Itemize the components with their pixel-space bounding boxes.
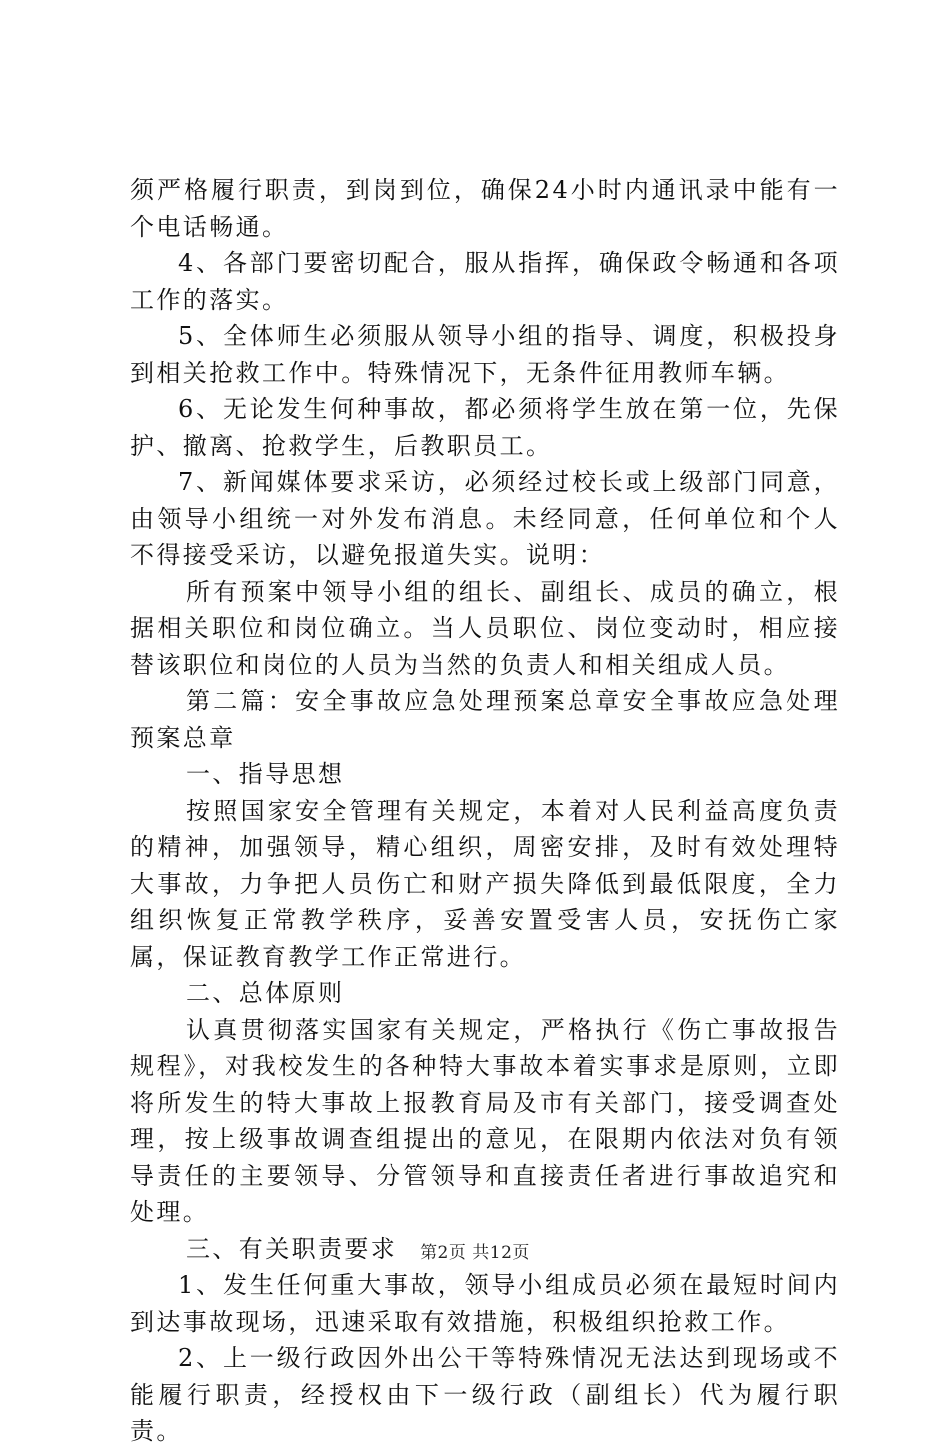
section-heading-duties: 三、有关职责要求 [186, 1234, 398, 1263]
paragraph-item-7: 7、新闻媒体要求采访，必须经过校长或上级部门同意，由领导小组统一对外发布消息。未经同意，任何单位和个人不得接受采访，以避免报道失实。说明： [130, 468, 840, 569]
page-number-footer: 第2页 共12页 [420, 1243, 530, 1263]
paragraph-principles: 认真贯彻落实国家有关规定，严格执行《伤亡事故报告规程》，对我校发生的各种特大事故本着实事求是原则，立即将所发生的特大事故上报教育局及市有关部门，接受调查处理，按上级事故调查组提出的意见，在限期内依法对负有领导责任的主要领导、分管领导和直接责任者进行事故追究和处理。 [130, 1015, 840, 1226]
paragraph-item-6: 6、无论发生何种事故，都必须将学生放在第一位，先保护、撤离、抢救学生，后教职员工。 [130, 395, 840, 460]
paragraph-duty-1: 1、发生任何重大事故，领导小组成员必须在最短时间内到达事故现场，迅速采取有效措施，积极组织抢救工作。 [130, 1271, 840, 1336]
section-heading-principles: 二、总体原则 [186, 979, 345, 1007]
paragraph-item-5: 5、全体师生必须服从领导小组的指导、调度，积极投身到相关抢救工作中。特殊情况下，无条件征用教师车辆。 [130, 322, 840, 387]
paragraph-item-4: 4、各部门要密切配合，服从指挥，确保政令畅通和各项工作的落实。 [130, 249, 840, 314]
chapter-title: 第二篇：安全事故应急处理预案总章安全事故应急处理预案总章 [130, 687, 840, 752]
section-heading-guiding-thought: 一、指导思想 [186, 760, 345, 788]
paragraph-guiding-thought: 按照国家安全管理有关规定，本着对人民利益高度负责的精神，加强领导，精心组织，周密安排，及时有效处理特大事故，力争把人员伤亡和财产损失降低到最低限度，全力组织恢复正常教学秩序，妥善安置受害人员，安抚伤亡家属，保证教育教学工作正常进行。 [130, 796, 840, 971]
paragraph-note: 所有预案中领导小组的组长、副组长、成员的确立，根据相关职位和岗位确立。当人员职位、岗位变动时，相应接替该职位和岗位的人员为当然的负责人和相关组成人员。 [130, 577, 840, 679]
paragraph-continuation: 须严格履行职责，到岗到位，确保24小时内通讯录中能有一个电话畅通。 [130, 176, 840, 241]
paragraph-duty-2: 2、上一级行政因外出公干等特殊情况无法达到现场或不能履行职责，经授权由下一级行政（副组长）代为履行职责。 [130, 1344, 840, 1445]
